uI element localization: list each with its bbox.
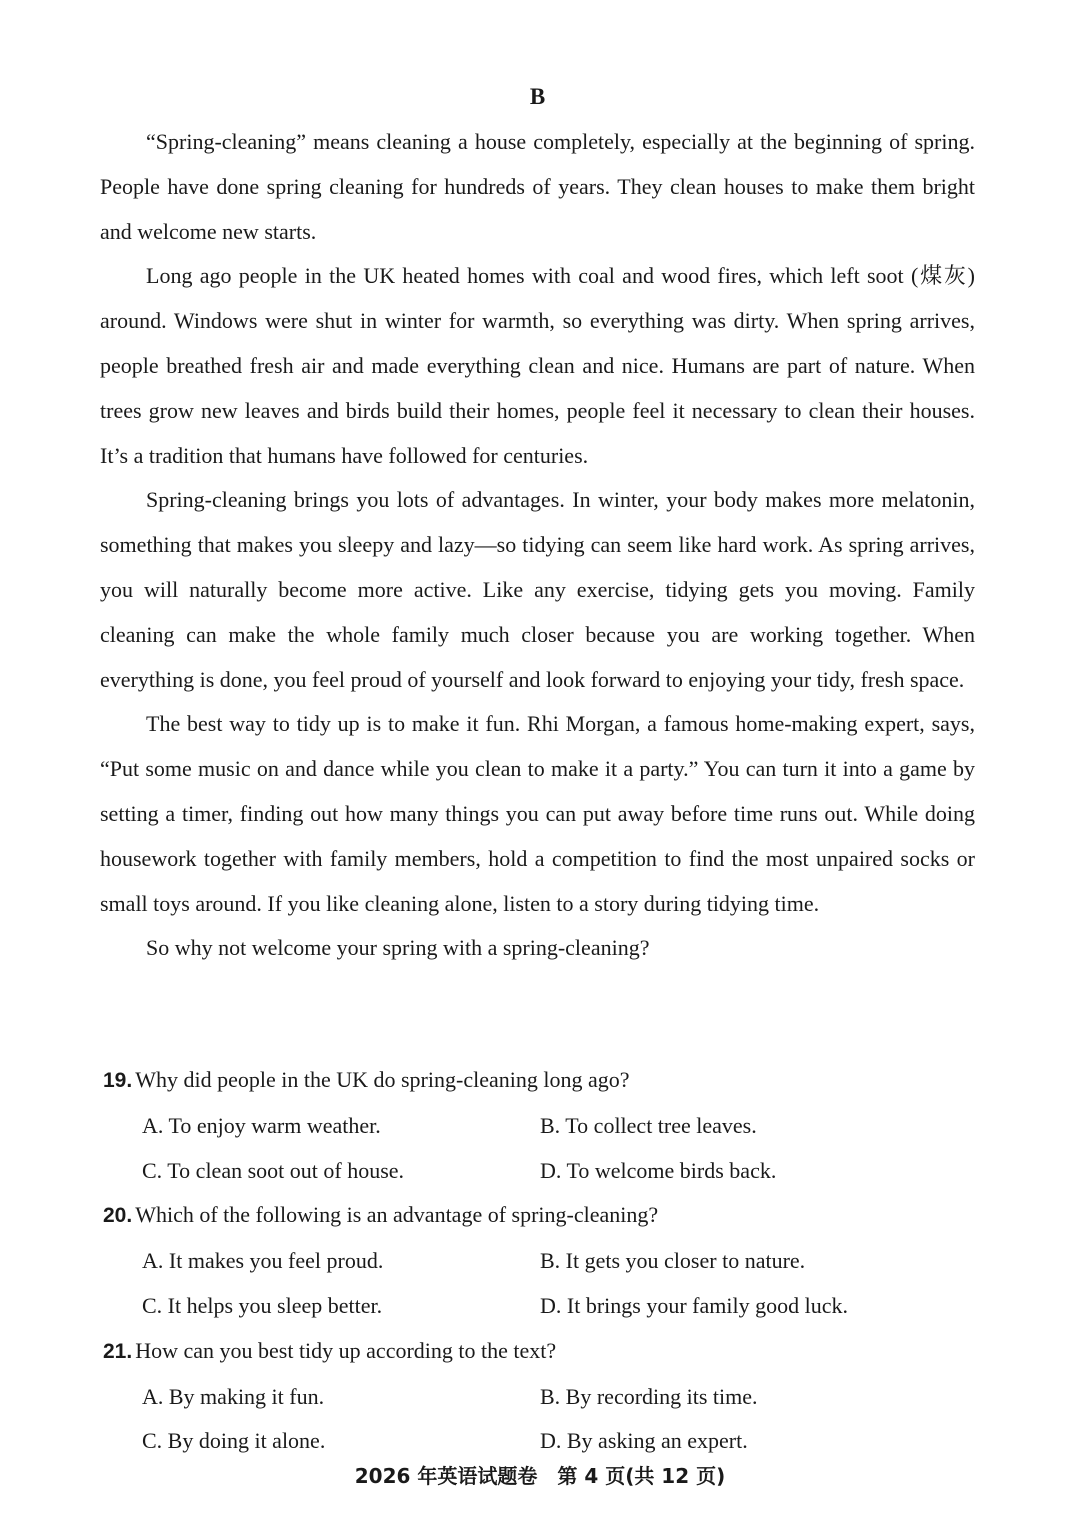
question-19 [100,1058,1000,1193]
question-21 [100,1329,1000,1464]
option-d: D. By asking an expert. [540,1428,748,1454]
option-a: A. It makes you feel proud. [142,1248,384,1274]
option-c: C. By doing it alone. [142,1428,326,1454]
option-a: A. By making it fun. [142,1383,325,1409]
reading-passage [100,120,975,971]
option-c: C. To clean soot out of house. [142,1157,405,1183]
question-number: 21. [103,1339,133,1363]
question-number: 20. [103,1204,133,1228]
option-a: A. To enjoy warm weather. [142,1112,381,1138]
passage-paragraph: Long ago people in the UK heated homes with coal and wood fires, which left soot (煤灰) around. Windows were shut in winter for warmth, so everything was dirty. When spring arrives, people breathed fresh air and made everything clean and nice. Humans are part of nature. When trees grow new leaves and birds build their homes, people feel it necessary to clean their houses. It’s a tradition that humans have followed for centuries. [100,263,975,468]
answer-options [100,1375,1000,1465]
question-text: Why did people in the UK do spring-cleaning long ago? [135,1067,630,1092]
passage-paragraph: “Spring-cleaning” means cleaning a house completely, especially at the beginning of spring. People have done spring cleaning for hundreds of years. They clean houses to make them bright and welcome new starts. [100,129,975,244]
option-c: C. It helps you sleep better. [142,1292,383,1318]
section-title: B [529,84,546,109]
question-text: How can you best tidy up according to the text? [135,1337,557,1363]
option-d: D. To welcome birds back. [540,1157,777,1183]
question-20 [100,1193,1000,1328]
option-b: B. To collect tree leaves. [540,1112,757,1138]
question-list [100,1058,1000,1464]
option-b: B. It gets you closer to nature. [540,1248,806,1274]
page-footer: 2026 年英语试题卷 第 4 页(共 12 页) [354,1464,726,1488]
option-d: D. It brings your family good luck. [540,1292,848,1318]
answer-options [100,1104,1000,1194]
question-stem [100,1193,1000,1239]
question-number: 19. [103,1069,133,1092]
answer-options [100,1239,1000,1329]
passage-paragraph: The best way to tidy up is to make it fun. Rhi Morgan, a famous home-making expert, says, “Put some music on and dance while you clean to make it a party.” You can turn it into a game by setting a timer, finding out how many things you can put away before time runs out. While doing housework together with family members, hold a competition to find the most unpaired socks or small toys around. If you like cleaning alone, listen to a story during tidying time. [100,711,975,916]
passage-closing-line: So why not welcome your spring with a spring-cleaning? [146,935,650,961]
option-b: B. By recording its time. [540,1383,758,1409]
question-stem [100,1329,1000,1375]
question-text: Which of the following is an advantage of spring-cleaning? [135,1202,659,1228]
question-stem [100,1058,1000,1104]
passage-paragraph: Spring-cleaning brings you lots of advantages. In winter, your body makes more melatonin, something that makes you sleepy and lazy—so tidying can seem like hard work. As spring arrives, you will naturally become more active. Like any exercise, tidying gets you moving. Family cleaning can make the whole family much closer because you are working together. When everything is done, you feel proud of yourself and look forward to enjoying your tidy, fresh space. [100,487,975,692]
